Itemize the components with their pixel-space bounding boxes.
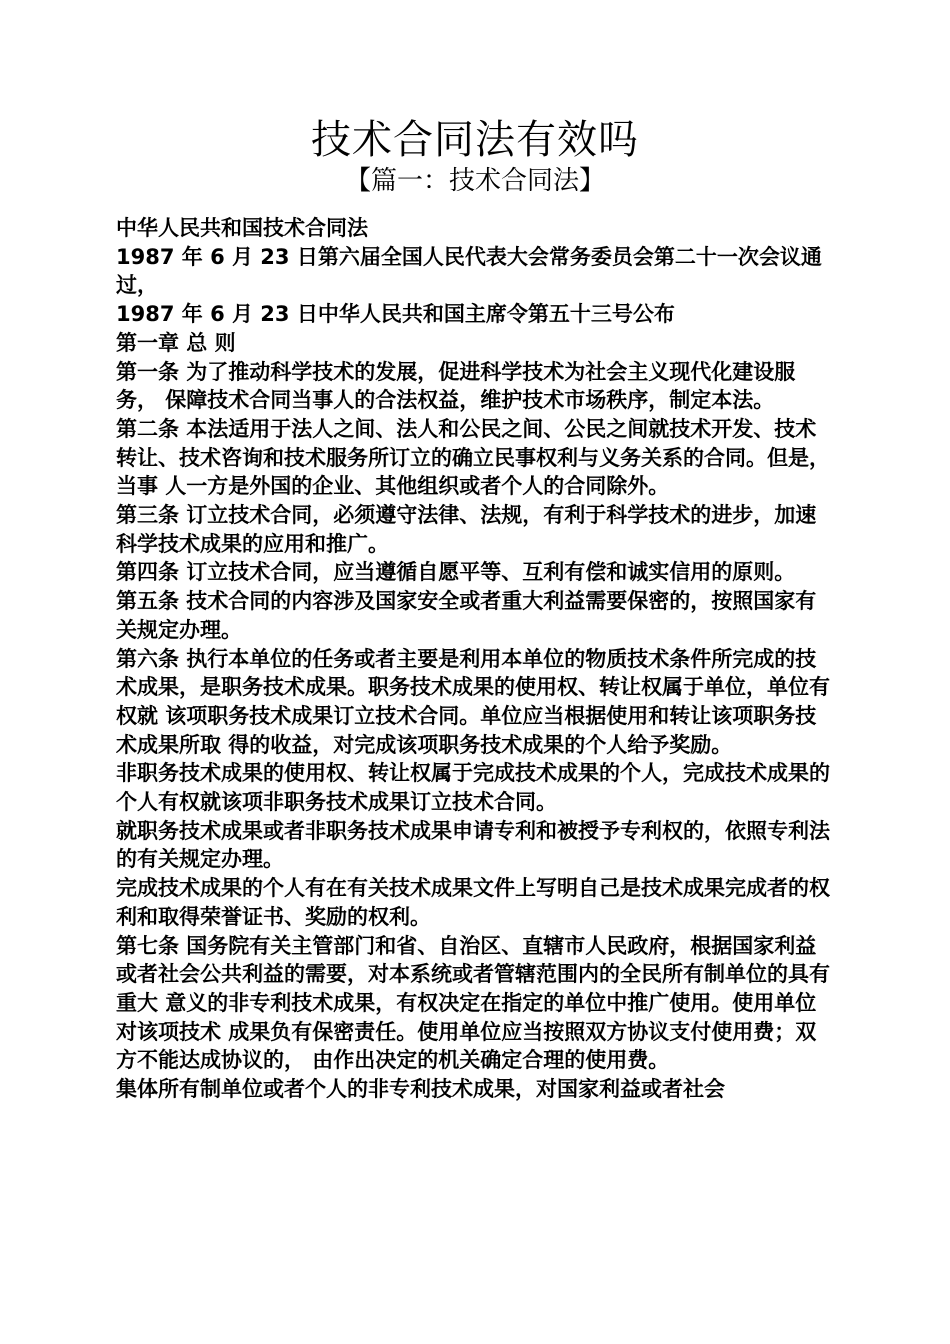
chapter-heading: 第一章 总 则 [116, 330, 236, 355]
paragraph: 第一条 为了推动科学技术的发展，促进科学技术为社会主义现代化建设服务， 保障技术合同当事人的合法权益，维护技术市场秩序，制定本法。 [116, 359, 796, 413]
paragraph: 非职务技术成果的使用权、转让权属于完成技术成果的个人，完成技术成果的 个人有权就该项非职务技术成果订立技术合同。 [116, 761, 830, 815]
paragraph: 第三条 订立技术合同，必须遵守法律、法规，有利于科学技术的进步，加速 科学技术成果的应用和推广。 [116, 503, 817, 556]
paragraph: 第七条 国务院有关主管部门和省、自治区、直辖市人民政府，根据国家利益 或者社会公共利益的需要，对本系统或者管辖范围内的全民所有制单位的具有重大 意义的非专利技术成果，有权决定在指定的单位中推广使用。使用单位对该项技术 成果负有保密责任。使用单位应当按照双方协议支付使用费；双方不能达成协议的， 由作出决定的机关确定合理的使用费。 [116, 933, 830, 1073]
paragraph: 完成技术成果的个人有在有关技术成果文件上写明自己是技术成果完成者的权 利和取得荣誉证书、奖励的权利。 [116, 876, 830, 929]
paragraph: 中华人民共和国技术合同法 [116, 216, 368, 240]
paragraph: 集体所有制单位或者个人的非专利技术成果，对国家利益或者社会 [116, 1077, 725, 1102]
paragraph: 第二条 本法适用于法人之间、法人和公民之间、公民之间就技术开发、技术 转让、技术咨询和技术服务所订立的确立民事权利与义务关系的合同。但是，当事 人一方是外国的企业、其他组织或者个人的合同除外。 [116, 416, 830, 499]
paragraph: 第五条 技术合同的内容涉及国家安全或者重大利益需要保密的，按照国家有 关规定办理。 [116, 589, 817, 642]
paragraph: 就职务技术成果或者非职务技术成果申请专利和被授予专利权的，依照专利法 的有关规定办理。 [116, 818, 830, 872]
document-body [116, 214, 836, 1104]
paragraph: 第六条 执行本单位的任务或者主要是利用本单位的物质技术条件所完成的技 术成果，是职务技术成果。职务技术成果的使用权、转让权属于单位，单位有权就 该项职务技术成果订立技术合同。单位应当根据使用和转让该项职务技术成果所取 得的收益，对完成该项职务技术成果的个人给予奖励。 [116, 646, 830, 757]
paragraph: 1987 年 6 月 23 日第六届全国人民代表大会常务委员会第二十一次会议通过， [116, 244, 822, 298]
document-title: 技术合同法有效吗 [311, 117, 639, 163]
document-subtitle: 【篇一：技术合同法】 [344, 166, 605, 196]
paragraph: 第四条 订立技术合同，应当遵循自愿平等、互利有偿和诚实信用的原则。 [116, 560, 796, 585]
paragraph: 1987 年 6 月 23 日中华人民共和国主席令第五十三号公布 [116, 302, 675, 327]
